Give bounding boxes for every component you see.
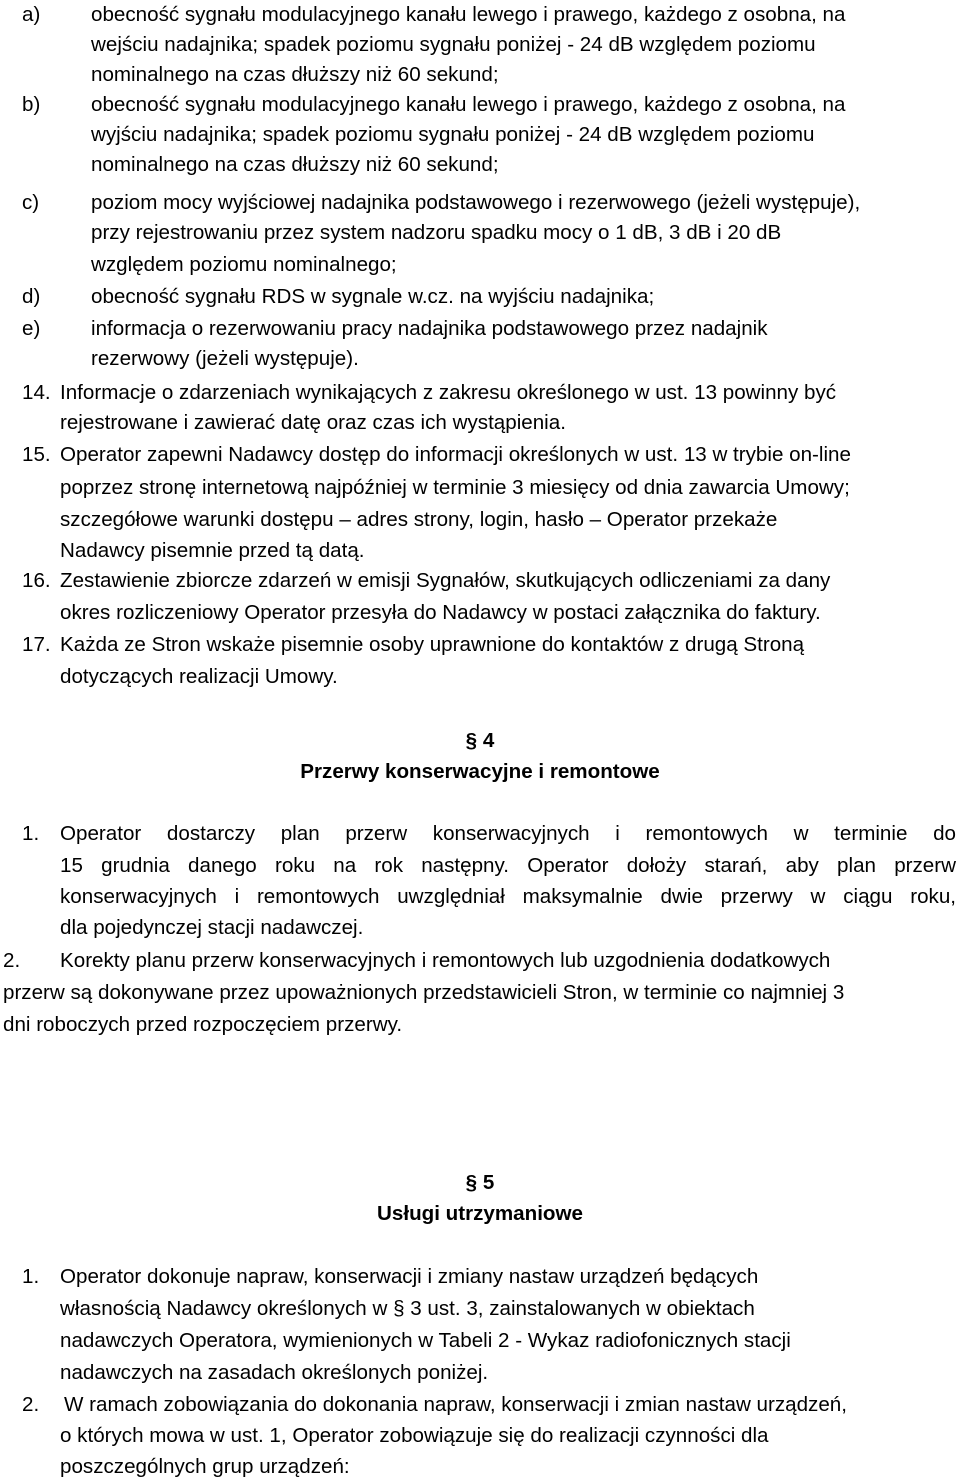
list-marker: c) <box>22 191 40 214</box>
text-line: informacja o rezerwowaniu pracy nadajnika podstawowego przez nadajnik <box>91 317 768 340</box>
text-line: obecność sygnału modulacyjnego kanału lewego i prawego, każdego z osobna, na <box>91 3 846 26</box>
item-number: 1. <box>22 1265 40 1288</box>
text-line: Operator dokonuje napraw, konserwacji i zmiany nastaw urządzeń będących <box>60 1265 759 1288</box>
text-line: okres rozliczeniowy Operator przesyła do Nadawcy w postaci załącznika do faktury. <box>60 601 821 624</box>
list-item-d <box>0 282 960 312</box>
text-line: Operator dostarczy plan przerw konserwacyjnych i remontowych w terminie do <box>60 822 956 845</box>
text-line: Nadawcy pisemnie przed tą datą. <box>60 539 365 562</box>
text-line: konserwacyjnych i remontowych uwzględniał maksymalnie dwie przerwy w ciągu roku, <box>60 885 956 908</box>
text-line: względem poziomu nominalnego; <box>91 253 397 276</box>
paragraph-16 <box>0 566 960 596</box>
list-marker: d) <box>22 285 41 308</box>
section4-item-1 <box>0 819 960 849</box>
text-line: nominalnego na czas dłuższy niż 60 sekund; <box>91 153 499 176</box>
section4-item-2 <box>0 946 960 976</box>
text-line: 15 grudnia danego roku na rok następny. Operator dołoży starań, aby plan przerw <box>60 854 956 877</box>
text-line: nadawczych Operatora, wymienionych w Tabeli 2 - Wykaz radiofonicznych stacji <box>60 1329 791 1352</box>
paragraph-15 <box>0 440 960 470</box>
text-line: przerw są dokonywane przez upoważnionych przedstawicieli Stron, w terminie co najmniej 3 <box>3 981 845 1004</box>
paragraph-number: 17. <box>22 633 51 656</box>
list-item-c <box>0 188 960 218</box>
text-line: dla pojedynczej stacji nadawczej. <box>60 916 364 939</box>
section-title: Usługi utrzymaniowe <box>377 1202 583 1225</box>
section-number: § 4 <box>465 729 495 752</box>
text-line: Korekty planu przerw konserwacyjnych i remontowych lub uzgodnienia dodatkowych <box>60 949 831 972</box>
text-line: Informacje o zdarzeniach wynikających z zakresu określonego w ust. 13 powinny być <box>60 381 837 404</box>
text-line: Operator zapewni Nadawcy dostęp do informacji określonych w ust. 13 w trybie on-line <box>60 443 851 466</box>
list-item-a <box>0 0 960 30</box>
text-line: dotyczących realizacji Umowy. <box>60 665 338 688</box>
text-line: o których mowa w ust. 1, Operator zobowiązuje się do realizacji czynności dla <box>60 1424 769 1447</box>
text-line: nadawczych na zasadach określonych poniżej. <box>60 1361 489 1384</box>
paragraph-17 <box>0 630 960 660</box>
text-line: obecność sygnału modulacyjnego kanału lewego i prawego, każdego z osobna, na <box>91 93 846 116</box>
text-line: przy rejestrowaniu przez system nadzoru spadku mocy o 1 dB, 3 dB i 20 dB <box>91 221 782 244</box>
text-line: obecność sygnału RDS w sygnale w.cz. na wyjściu nadajnika; <box>91 285 655 308</box>
text-line: Zestawienie zbiorcze zdarzeń w emisji Sygnałów, skutkujących odliczeniami za dany <box>60 569 831 592</box>
text-line: Każda ze Stron wskaże pisemnie osoby uprawnione do kontaktów z drugą Stroną <box>60 633 805 656</box>
text-line: W ramach zobowiązania do dokonania napraw, konserwacji i zmian nastaw urządzeń, <box>64 1393 847 1416</box>
text-line: rejestrowane i zawierać datę oraz czas ich wystąpienia. <box>60 411 566 434</box>
list-item-e <box>0 314 960 344</box>
item-number: 1. <box>22 822 40 845</box>
item-number: 2. <box>22 1393 40 1416</box>
list-marker: e) <box>22 317 41 340</box>
text-line: własnością Nadawcy określonych w § 3 ust. 3, zainstalowanych w obiektach <box>60 1297 755 1320</box>
list-marker: b) <box>22 93 41 116</box>
text-line: poziom mocy wyjściowej nadajnika podstawowego i rezerwowego (jeżeli występuje), <box>91 191 861 214</box>
paragraph-14 <box>0 378 960 408</box>
paragraph-number: 14. <box>22 381 51 404</box>
section-number: § 5 <box>465 1171 495 1194</box>
section-title: Przerwy konserwacyjne i remontowe <box>300 760 660 783</box>
item-number: 2. <box>3 949 21 972</box>
paragraph-number: 15. <box>22 443 51 466</box>
section5-item-2 <box>0 1390 960 1420</box>
text-line: nominalnego na czas dłuższy niż 60 sekund; <box>91 63 499 86</box>
paragraph-number: 16. <box>22 569 51 592</box>
list-item-b <box>0 90 960 120</box>
text-line: rezerwowy (jeżeli występuje). <box>91 347 359 370</box>
section5-item-1 <box>0 1262 960 1292</box>
text-line: wejściu nadajnika; spadek poziomu sygnału poniżej - 24 dB względem poziomu <box>91 33 816 56</box>
text-line: poprzez stronę internetową najpóźniej w terminie 3 miesięcy od dnia zawarcia Umowy; <box>60 476 850 499</box>
list-marker: a) <box>22 3 41 26</box>
text-line: szczegółowe warunki dostępu – adres strony, login, hasło – Operator przekaże <box>60 508 778 531</box>
text-line: wyjściu nadajnika; spadek poziomu sygnału poniżej - 24 dB względem poziomu <box>91 123 815 146</box>
text-line: poszczególnych grup urządzeń: <box>60 1455 350 1478</box>
text-line: dni roboczych przed rozpoczęciem przerwy. <box>3 1013 403 1036</box>
